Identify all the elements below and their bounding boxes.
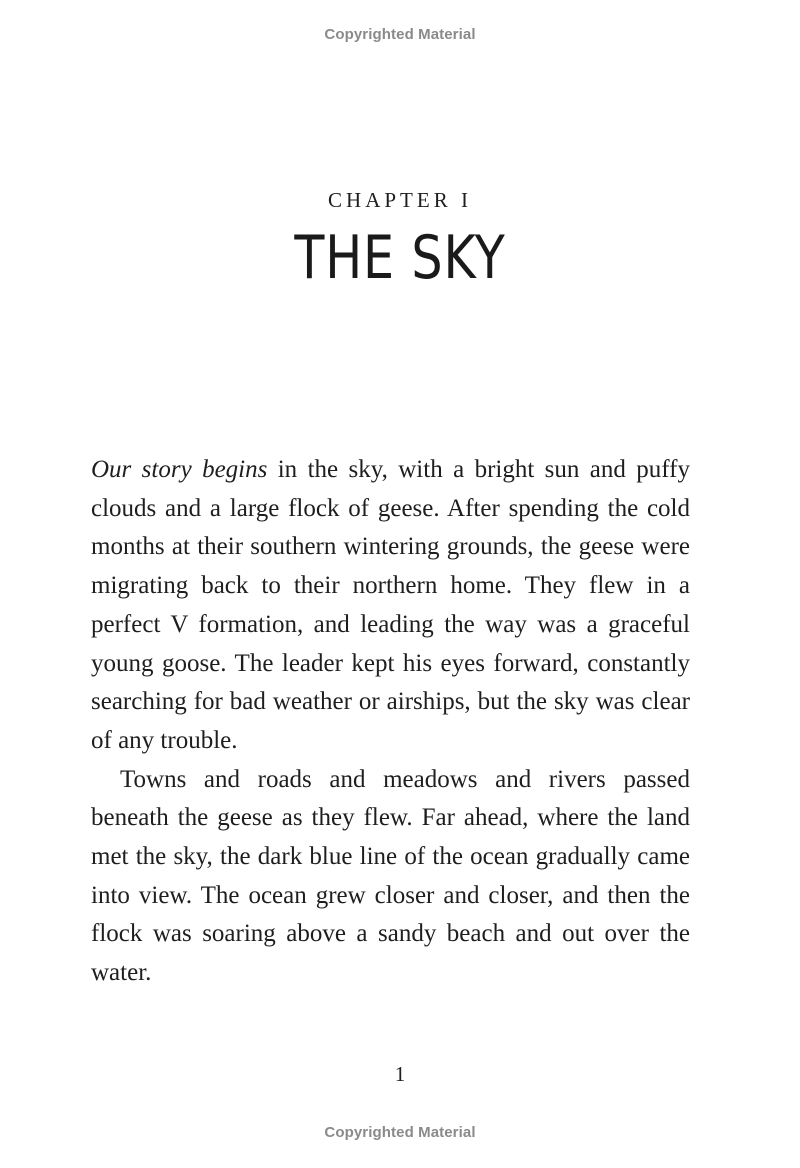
copyright-watermark-top: Copyrighted Material — [324, 26, 476, 43]
paragraph-2: Towns and roads and meadows and rivers passed beneath the geese as they flew. Far ahead, where the land met the sky, the dark blue line of the ocean gradually came into view. The ocean grew closer and closer, and then the flock was soaring above a sandy beach and out over the water. — [91, 765, 690, 987]
chapter-title: THE SKY — [294, 223, 506, 293]
italic-lead: Our story begins — [91, 456, 268, 483]
paragraph-1 — [91, 451, 690, 761]
chapter-body — [91, 451, 690, 993]
chapter-label: CHAPTER I — [328, 188, 472, 212]
paragraph-1-text: in the sky, with a bright sun and puffy clouds and a large flock of geese. After spending the cold months at their southern wintering grounds, the geese were migrating back to their northern home. They flew in a perfect V formation, and leading the way was a graceful young goose. The leader kept his eyes forward, constantly searching for bad weather or airships, but the sky was clear of any trouble. — [91, 456, 690, 754]
copyright-watermark-bottom: Copyrighted Material — [324, 1124, 476, 1141]
page-number: 1 — [394, 1062, 406, 1086]
